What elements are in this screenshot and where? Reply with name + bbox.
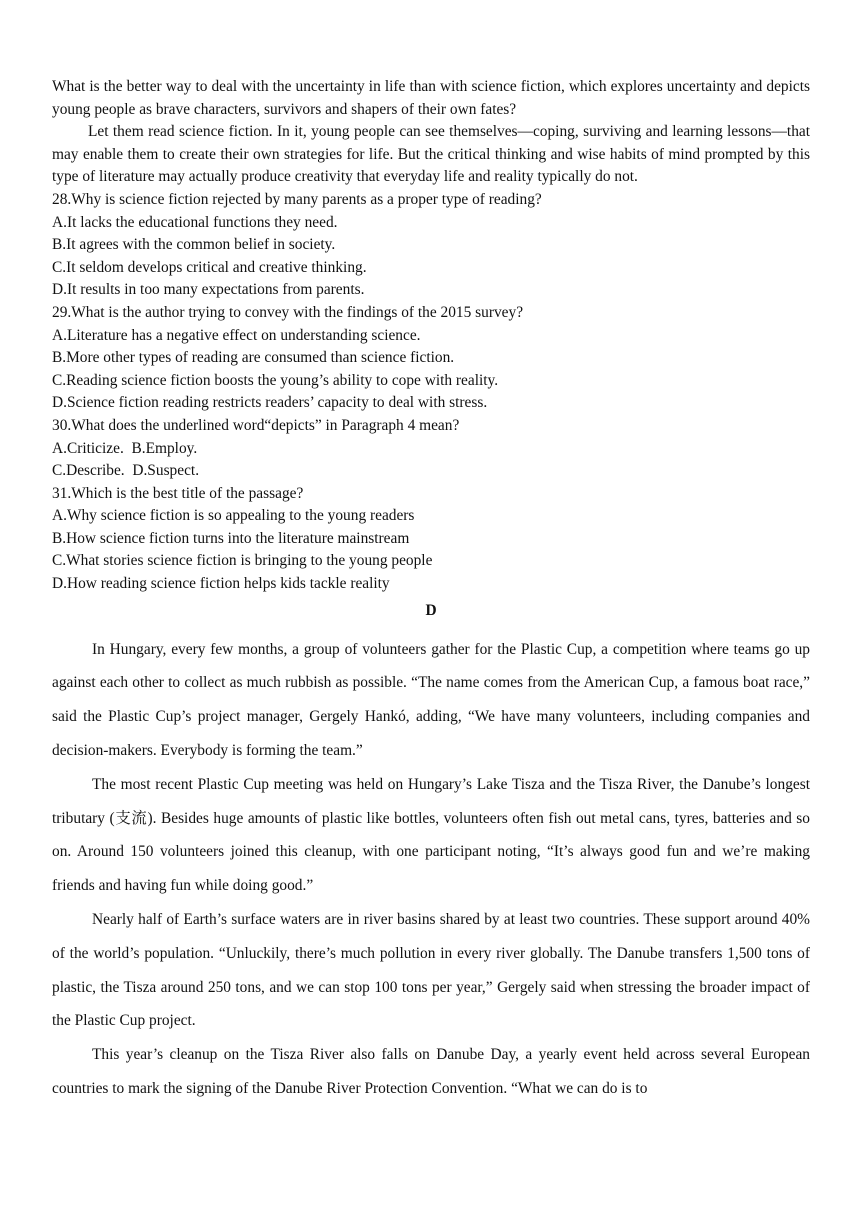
option-c: C.Reading science fiction boosts the young’s ability to cope with reality. xyxy=(52,371,499,389)
passage-c-paragraph-2: Let them read science fiction. In it, young people can see themselves—coping, surviving and learning lessons—that may enable them to create their own strategies for life. But the critical thinking and wise habits of mind prompted by this type of literature may actually produce creativity that everyday life and reality typically do not. xyxy=(52,123,810,186)
passage-d-paragraph-3: Nearly half of Earth’s surface waters are in river basins shared by at least two countries. These support around 40% of the world’s population. “Unluckily, there’s much pollution in every river globally. The Danube transfers 1,500 tons of plastic, the Tisza around 250 tons, and we can stop 100 tons per year,” Gergely said when stressing the broader impact of the Plastic Cup project. xyxy=(52,911,810,1030)
option-c: C.What stories science fiction is bringing to the young people xyxy=(52,552,433,570)
option-a: A.Why science fiction is so appealing to the young readers xyxy=(52,507,415,525)
question-stem: 28.Why is science fiction rejected by many parents as a proper type of reading? xyxy=(52,190,542,208)
question-31 xyxy=(52,483,810,596)
options-line-ab: A.Criticize. B.Employ. xyxy=(52,439,198,457)
question-28 xyxy=(52,189,810,302)
options-line-cd: C.Describe. D.Suspect. xyxy=(52,462,200,480)
question-stem: 31.Which is the best title of the passage? xyxy=(52,484,304,502)
passage-d-paragraph-1: In Hungary, every few months, a group of volunteers gather for the Plastic Cup, a competition where teams go up against each other to collect as much rubbish as possible. “The name comes from the American Cup, a famous boat race,” said the Plastic Cup’s project manager, Gergely Hankó, adding, “We have many volunteers, including companies and decision-makers. Everybody is forming the team.” xyxy=(52,640,810,760)
passage-d-title: D xyxy=(425,601,437,619)
passage-c-paragraph-1: What is the better way to deal with the uncertainty in life than with science fiction, which explores uncertainty and depicts young people as brave characters, survivors and shapers of their own fates? xyxy=(52,78,810,118)
option-d: D.Science fiction reading restricts readers’ capacity to deal with stress. xyxy=(52,394,488,412)
passage-d-paragraph-2: The most recent Plastic Cup meeting was held on Hungary’s Lake Tisza and the Tisza River, the Danube’s longest tributary (支流). Besides huge amounts of plastic like bottles, volunteers often fish out metal cans, tyres, batteries and so on. Around 150 volunteers joined this cleanup, with one participant noting, “It’s always good fun and we’re making friends and having fun while doing good.” xyxy=(52,775,810,895)
option-a: A.Literature has a negative effect on understanding science. xyxy=(52,326,421,344)
option-b: B.It agrees with the common belief in society. xyxy=(52,236,336,254)
option-d: D.How reading science fiction helps kids tackle reality xyxy=(52,575,390,593)
option-d: D.It results in too many expectations from parents. xyxy=(52,281,365,299)
option-a: A.It lacks the educational functions they need. xyxy=(52,213,338,231)
passage-c-section xyxy=(52,76,810,596)
question-stem: 30.What does the underlined word“depicts” in Paragraph 4 mean? xyxy=(52,416,460,434)
option-b: B.More other types of reading are consumed than science fiction. xyxy=(52,349,455,367)
passage-d-section xyxy=(52,633,810,1106)
option-b: B.How science fiction turns into the literature mainstream xyxy=(52,529,410,547)
option-c: C.It seldom develops critical and creative thinking. xyxy=(52,258,367,276)
question-30 xyxy=(52,415,810,483)
document-page xyxy=(52,76,810,1106)
question-stem: 29.What is the author trying to convey with the findings of the 2015 survey? xyxy=(52,303,524,321)
question-29 xyxy=(52,302,810,415)
passage-d-paragraph-4: This year’s cleanup on the Tisza River also falls on Danube Day, a yearly event held across several European countries to mark the signing of the Danube River Protection Convention. “What we can do is to xyxy=(52,1046,810,1098)
